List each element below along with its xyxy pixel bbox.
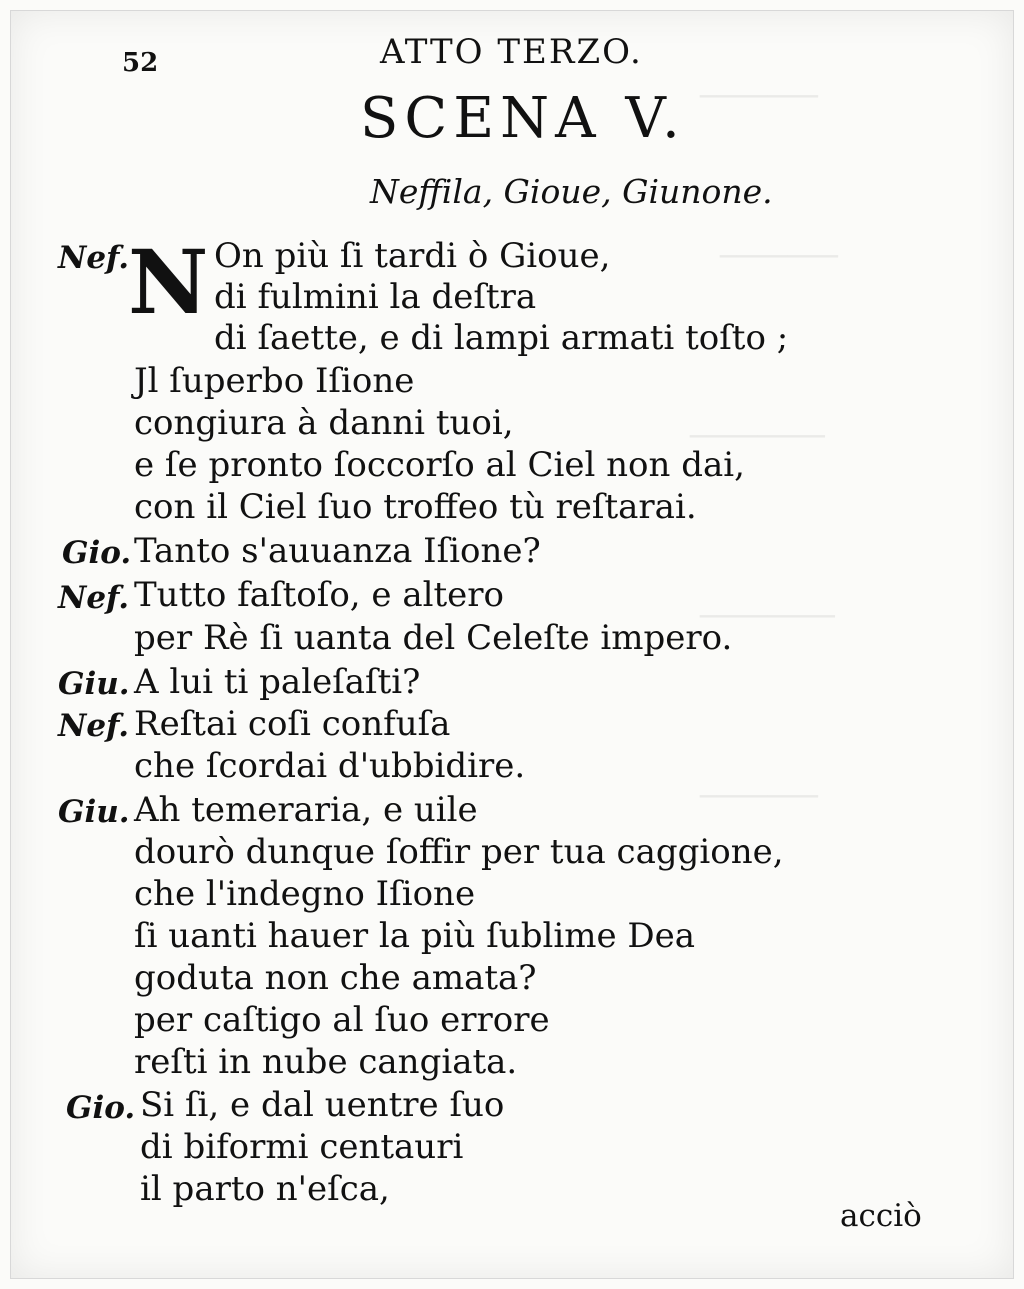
verse-line: di ſaette, e di lampi armati toſto ; [214, 318, 789, 358]
show-through-mark: ─────── [720, 240, 839, 273]
verse-line: Si ſi, e dal uentre ſuo [140, 1085, 505, 1125]
verse-line: Tutto faſtoſo, e altero [134, 575, 504, 615]
verse-line: reſti in nube cangiata. [134, 1042, 518, 1082]
verse-line: A lui ti paleſaſti? [134, 662, 421, 702]
running-head: ATTO TERZO. [380, 32, 643, 72]
verse-line: il parto n'eſca, [140, 1169, 390, 1209]
verse-line: On più ſi tardi ò Gioue, [214, 236, 611, 276]
verse-line: che ſcordai d'ubbidire. [134, 746, 526, 786]
show-through-mark: ──────── [700, 600, 835, 633]
verse-line: di fulmini la deſtra [214, 277, 537, 317]
verse-line: per caſtigo al ſuo errore [134, 1000, 550, 1040]
verse-line: Tanto s'auuanza Iſione? [134, 531, 541, 571]
verse-line: con il Ciel ſuo troffeo tù reſtarai. [134, 487, 697, 527]
verse-line: Jl ſuperbo Iſione [134, 361, 415, 401]
character-list: Neffila, Gioue, Giunone. [370, 172, 773, 211]
show-through-mark: ──────── [690, 420, 825, 453]
verse-line: che l'indegno Iſione [134, 874, 476, 914]
verse-line: per Rè ſi uanta del Celeſte impero. [134, 618, 733, 658]
verse-line: e ſe pronto ſoccorſo al Ciel non dai, [134, 445, 745, 485]
speaker-label: Nef. [58, 240, 130, 276]
verse-line: ſi uanti hauer la più ſublime Dea [134, 916, 696, 956]
show-through-mark: ─────── [700, 780, 819, 813]
speaker-label: Giu. [58, 666, 130, 702]
verse-line: di biformi centauri [140, 1127, 464, 1167]
verse-line: Ah temeraria, e uile [134, 790, 478, 830]
scene-title: SCENA V. [360, 86, 686, 151]
speaker-label: Gio. [66, 1090, 136, 1126]
speaker-label: Gio. [62, 535, 132, 571]
verse-line: congiura à danni tuoi, [134, 403, 514, 443]
catchword: acciò [840, 1198, 922, 1234]
verse-line: Reſtai coſi confuſa [134, 704, 451, 744]
show-through-mark: ─────── [700, 80, 819, 113]
drop-cap: N [128, 230, 209, 334]
speaker-label: Nef. [58, 708, 130, 744]
speaker-label: Nef. [58, 580, 130, 616]
verse-line: dourò dunque ſoffir per tua caggione, [134, 832, 784, 872]
page-number: 52 [122, 48, 159, 78]
verse-line: goduta non che amata? [134, 958, 537, 998]
speaker-label: Giu. [58, 794, 130, 830]
